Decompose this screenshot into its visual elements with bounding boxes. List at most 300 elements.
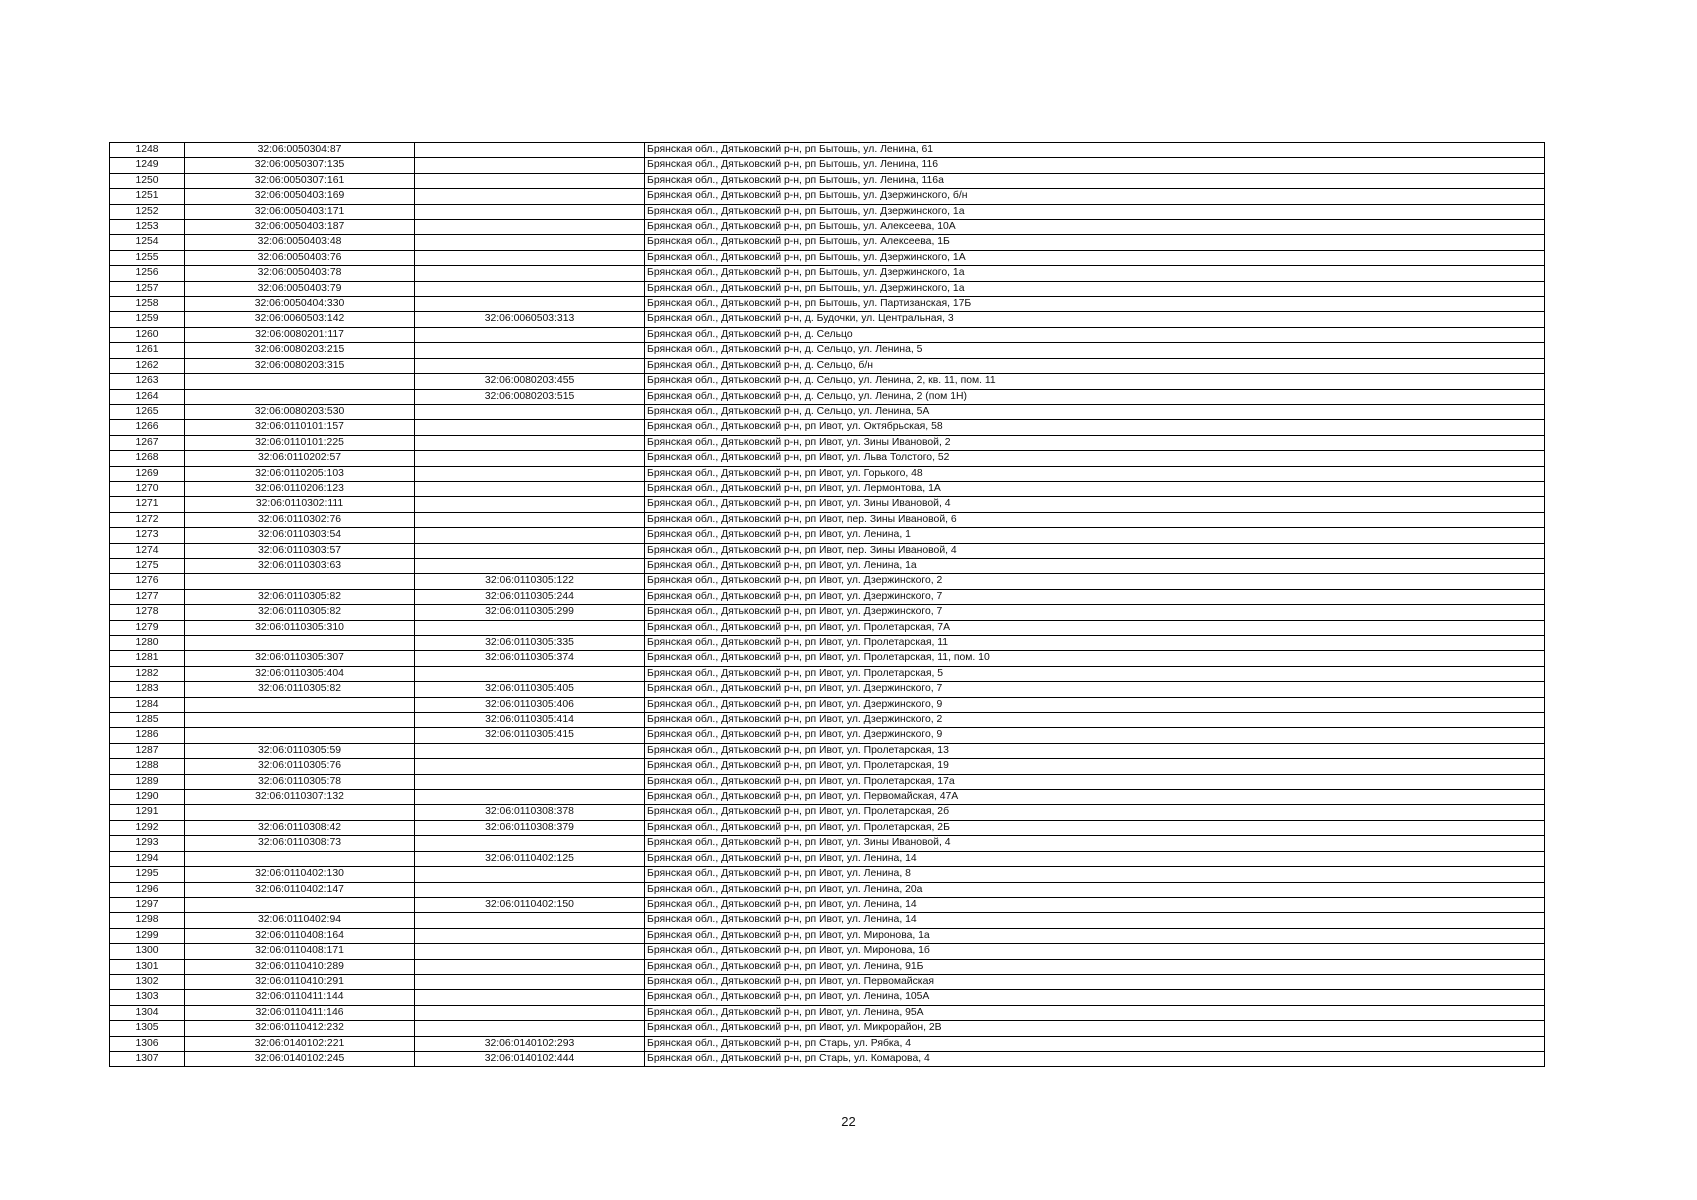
cadastral-number-object [415, 944, 645, 959]
table-row [110, 713, 1545, 728]
cadastral-number-object [415, 959, 645, 974]
cadastral-number-object [415, 189, 645, 204]
cadastral-number-object [415, 1021, 645, 1036]
table-row [110, 990, 1545, 1005]
cadastral-number-object: 32:06:0110305:415 [415, 728, 645, 743]
cadastral-number-land: 32:06:0050403:171 [185, 204, 415, 219]
row-number: 1299 [110, 928, 185, 943]
cadastral-number-object [415, 204, 645, 219]
address: Брянская обл., Дятьковский р-н, рп Ивот, ул. Дзержинского, 9 [645, 697, 1545, 712]
cadastral-number-land: 32:06:0110408:171 [185, 944, 415, 959]
row-number: 1289 [110, 774, 185, 789]
cadastral-number-land: 32:06:0050403:76 [185, 250, 415, 265]
row-number: 1295 [110, 867, 185, 882]
address: Брянская обл., Дятьковский р-н, д. Сельцо, ул. Ленина, 2, кв. 11, пом. 11 [645, 374, 1545, 389]
row-number: 1280 [110, 636, 185, 651]
cadastral-number-land: 32:06:0110303:54 [185, 528, 415, 543]
address: Брянская обл., Дятьковский р-н, д. Будочки, ул. Центральная, 3 [645, 312, 1545, 327]
cadastral-number-object: 32:06:0080203:455 [415, 374, 645, 389]
row-number: 1257 [110, 281, 185, 296]
table-row [110, 1005, 1545, 1020]
table-row [110, 682, 1545, 697]
cadastral-number-land [185, 389, 415, 404]
address: Брянская обл., Дятьковский р-н, рп Ивот, ул. Зины Ивановой, 4 [645, 836, 1545, 851]
cadastral-number-object [415, 913, 645, 928]
address: Брянская обл., Дятьковский р-н, рп Ивот, ул. Ленина, 14 [645, 897, 1545, 912]
cadastral-number-land [185, 374, 415, 389]
row-number: 1269 [110, 466, 185, 481]
table-row [110, 158, 1545, 173]
table-row [110, 235, 1545, 250]
cadastral-number-land: 32:06:0110412:232 [185, 1021, 415, 1036]
table-row [110, 173, 1545, 188]
table-row [110, 1051, 1545, 1066]
cadastral-number-object: 32:06:0110308:378 [415, 805, 645, 820]
table-row [110, 743, 1545, 758]
row-number: 1261 [110, 343, 185, 358]
address: Брянская обл., Дятьковский р-н, рп Ивот, ул. Пролетарская, 2Б [645, 820, 1545, 835]
address: Брянская обл., Дятьковский р-н, рп Ивот, ул. Ленина, 14 [645, 913, 1545, 928]
cadastral-number-land: 32:06:0110410:289 [185, 959, 415, 974]
cadastral-number-object: 32:06:0080203:515 [415, 389, 645, 404]
cadastral-number-land: 32:06:0110305:82 [185, 682, 415, 697]
address: Брянская обл., Дятьковский р-н, рп Ивот, ул. Миронова, 1б [645, 944, 1545, 959]
table-row [110, 974, 1545, 989]
cadastral-number-land: 32:06:0110307:132 [185, 790, 415, 805]
table-row [110, 420, 1545, 435]
cadastral-number-object [415, 404, 645, 419]
cadastral-number-land [185, 897, 415, 912]
cadastral-number-land: 32:06:0050403:48 [185, 235, 415, 250]
address: Брянская обл., Дятьковский р-н, рп Ивот, ул. Дзержинского, 2 [645, 713, 1545, 728]
cadastral-number-land: 32:06:0110101:157 [185, 420, 415, 435]
cadastral-number-object [415, 250, 645, 265]
address: Брянская обл., Дятьковский р-н, рп Ивот, ул. Зины Ивановой, 4 [645, 497, 1545, 512]
cadastral-number-object: 32:06:0110305:335 [415, 636, 645, 651]
row-number: 1260 [110, 327, 185, 342]
address: Брянская обл., Дятьковский р-н, рп Ивот, ул. Ленина, 105А [645, 990, 1545, 1005]
row-number: 1272 [110, 512, 185, 527]
address: Брянская обл., Дятьковский р-н, рп Бытошь, ул. Дзержинского, 1а [645, 204, 1545, 219]
address: Брянская обл., Дятьковский р-н, рп Ивот, ул. Пролетарская, 5 [645, 666, 1545, 681]
cadastral-number-object [415, 143, 645, 158]
address: Брянская обл., Дятьковский р-н, рп Ивот, ул. Ленина, 91Б [645, 959, 1545, 974]
table-row [110, 666, 1545, 681]
cadastral-number-land: 32:06:0140102:221 [185, 1036, 415, 1051]
table-row [110, 589, 1545, 604]
table-row [110, 944, 1545, 959]
table-row [110, 266, 1545, 281]
table-row [110, 250, 1545, 265]
table-row [110, 220, 1545, 235]
row-number: 1291 [110, 805, 185, 820]
row-number: 1256 [110, 266, 185, 281]
cadastral-number-land: 32:06:0110303:57 [185, 543, 415, 558]
table-row [110, 204, 1545, 219]
table-row [110, 897, 1545, 912]
cadastral-number-land: 32:06:0050403:169 [185, 189, 415, 204]
address: Брянская обл., Дятьковский р-н, рп Ивот, пер. Зины Ивановой, 6 [645, 512, 1545, 527]
cadastral-number-object [415, 297, 645, 312]
cadastral-number-land [185, 574, 415, 589]
cadastral-number-object: 32:06:0140102:444 [415, 1051, 645, 1066]
cadastral-number-land: 32:06:0060503:142 [185, 312, 415, 327]
row-number: 1275 [110, 558, 185, 573]
cadastral-number-object [415, 435, 645, 450]
cadastral-number-object [415, 558, 645, 573]
row-number: 1277 [110, 589, 185, 604]
row-number: 1293 [110, 836, 185, 851]
table-row [110, 620, 1545, 635]
row-number: 1286 [110, 728, 185, 743]
row-number: 1252 [110, 204, 185, 219]
cadastral-number-object: 32:06:0110305:122 [415, 574, 645, 589]
cadastral-number-land: 32:06:0110402:94 [185, 913, 415, 928]
cadastral-number-land: 32:06:0110305:310 [185, 620, 415, 635]
address: Брянская обл., Дятьковский р-н, рп Ивот, ул. Микрорайон, 2В [645, 1021, 1545, 1036]
address: Брянская обл., Дятьковский р-н, рп Старь, ул. Комарова, 4 [645, 1051, 1545, 1066]
cadastral-number-land: 32:06:0110411:144 [185, 990, 415, 1005]
table-row [110, 790, 1545, 805]
row-number: 1262 [110, 358, 185, 373]
row-number: 1302 [110, 974, 185, 989]
cadastral-number-land: 32:06:0110202:57 [185, 451, 415, 466]
row-number: 1254 [110, 235, 185, 250]
cadastral-number-object [415, 512, 645, 527]
cadastral-number-object: 32:06:0110305:244 [415, 589, 645, 604]
row-number: 1278 [110, 605, 185, 620]
cadastral-number-land: 32:06:0110402:130 [185, 867, 415, 882]
address: Брянская обл., Дятьковский р-н, рп Ивот, ул. Дзержинского, 9 [645, 728, 1545, 743]
address: Брянская обл., Дятьковский р-н, рп Бытошь, ул. Ленина, 61 [645, 143, 1545, 158]
table-row [110, 543, 1545, 558]
row-number: 1266 [110, 420, 185, 435]
table-row [110, 189, 1545, 204]
address: Брянская обл., Дятьковский р-н, рп Ивот, ул. Пролетарская, 13 [645, 743, 1545, 758]
cadastral-number-land: 32:06:0050307:135 [185, 158, 415, 173]
row-number: 1306 [110, 1036, 185, 1051]
table-row [110, 820, 1545, 835]
row-number: 1279 [110, 620, 185, 635]
row-number: 1276 [110, 574, 185, 589]
cadastral-number-land: 32:06:0140102:245 [185, 1051, 415, 1066]
table-row [110, 605, 1545, 620]
cadastral-number-land: 32:06:0110206:123 [185, 481, 415, 496]
cadastral-number-land: 32:06:0080203:530 [185, 404, 415, 419]
address: Брянская обл., Дятьковский р-н, рп Ивот, ул. Лермонтова, 1А [645, 481, 1545, 496]
cadastral-number-object [415, 497, 645, 512]
cadastral-number-land: 32:06:0050404:330 [185, 297, 415, 312]
table-row [110, 1021, 1545, 1036]
cadastral-number-object [415, 158, 645, 173]
row-number: 1290 [110, 790, 185, 805]
row-number: 1296 [110, 882, 185, 897]
address: Брянская обл., Дятьковский р-н, рп Ивот, ул. Зины Ивановой, 2 [645, 435, 1545, 450]
row-number: 1265 [110, 404, 185, 419]
cadastral-number-object [415, 882, 645, 897]
cadastral-number-object [415, 790, 645, 805]
address: Брянская обл., Дятьковский р-н, рп Старь, ул. Рябка, 4 [645, 1036, 1545, 1051]
row-number: 1250 [110, 173, 185, 188]
row-number: 1283 [110, 682, 185, 697]
cadastral-number-object [415, 1005, 645, 1020]
row-number: 1305 [110, 1021, 185, 1036]
cadastral-number-object [415, 528, 645, 543]
cadastral-number-object: 32:06:0140102:293 [415, 1036, 645, 1051]
cadastral-number-land [185, 851, 415, 866]
cadastral-number-object [415, 990, 645, 1005]
cadastral-number-object [415, 343, 645, 358]
table-row [110, 774, 1545, 789]
cadastral-number-object: 32:06:0060503:313 [415, 312, 645, 327]
address: Брянская обл., Дятьковский р-н, рп Ивот, ул. Пролетарская, 11 [645, 636, 1545, 651]
row-number: 1298 [110, 913, 185, 928]
cadastral-register-table [109, 142, 1545, 1067]
row-number: 1258 [110, 297, 185, 312]
address: Брянская обл., Дятьковский р-н, рп Ивот, ул. Дзержинского, 7 [645, 589, 1545, 604]
address: Брянская обл., Дятьковский р-н, рп Ивот, ул. Первомайская [645, 974, 1545, 989]
table-row [110, 836, 1545, 851]
row-number: 1271 [110, 497, 185, 512]
address: Брянская обл., Дятьковский р-н, рп Ивот, ул. Пролетарская, 17а [645, 774, 1545, 789]
cadastral-number-land: 32:06:0050307:161 [185, 173, 415, 188]
cadastral-number-object [415, 173, 645, 188]
cadastral-number-land: 32:06:0110308:73 [185, 836, 415, 851]
cadastral-number-object: 32:06:0110402:125 [415, 851, 645, 866]
document-page [109, 142, 1545, 1067]
cadastral-number-object [415, 220, 645, 235]
row-number: 1304 [110, 1005, 185, 1020]
address: Брянская обл., Дятьковский р-н, рп Бытошь, ул. Партизанская, 17Б [645, 297, 1545, 312]
row-number: 1284 [110, 697, 185, 712]
table-row [110, 851, 1545, 866]
row-number: 1249 [110, 158, 185, 173]
cadastral-number-land: 32:06:0110303:63 [185, 558, 415, 573]
row-number: 1285 [110, 713, 185, 728]
table-row [110, 297, 1545, 312]
table-row [110, 959, 1545, 974]
cadastral-number-object [415, 774, 645, 789]
cadastral-number-object: 32:06:0110305:406 [415, 697, 645, 712]
address: Брянская обл., Дятьковский р-н, рп Бытошь, ул. Дзержинского, 1а [645, 266, 1545, 281]
row-number: 1270 [110, 481, 185, 496]
row-number: 1281 [110, 651, 185, 666]
row-number: 1301 [110, 959, 185, 974]
row-number: 1307 [110, 1051, 185, 1066]
address: Брянская обл., Дятьковский р-н, рп Ивот, ул. Пролетарская, 11, пом. 10 [645, 651, 1545, 666]
cadastral-number-land: 32:06:0050304:87 [185, 143, 415, 158]
cadastral-number-land: 32:06:0110205:103 [185, 466, 415, 481]
cadastral-number-land: 32:06:0080203:315 [185, 358, 415, 373]
cadastral-number-object: 32:06:0110308:379 [415, 820, 645, 835]
row-number: 1264 [110, 389, 185, 404]
cadastral-number-land: 32:06:0080203:215 [185, 343, 415, 358]
table-row [110, 805, 1545, 820]
row-number: 1259 [110, 312, 185, 327]
cadastral-number-land: 32:06:0110101:225 [185, 435, 415, 450]
page-number: 22 [841, 1114, 856, 1129]
cadastral-number-land: 32:06:0110308:42 [185, 820, 415, 835]
cadastral-number-land [185, 713, 415, 728]
cadastral-number-object [415, 327, 645, 342]
row-number: 1253 [110, 220, 185, 235]
row-number: 1248 [110, 143, 185, 158]
row-number: 1300 [110, 944, 185, 959]
table-row [110, 389, 1545, 404]
cadastral-number-land [185, 636, 415, 651]
address: Брянская обл., Дятьковский р-н, рп Бытошь, ул. Алексеева, 1Б [645, 235, 1545, 250]
cadastral-number-land: 32:06:0110302:76 [185, 512, 415, 527]
row-number: 1268 [110, 451, 185, 466]
address: Брянская обл., Дятьковский р-н, рп Бытошь, ул. Алексеева, 10А [645, 220, 1545, 235]
table-row [110, 913, 1545, 928]
address: Брянская обл., Дятьковский р-н, рп Ивот, ул. Дзержинского, 2 [645, 574, 1545, 589]
table-row [110, 697, 1545, 712]
cadastral-number-land: 32:06:0110305:82 [185, 589, 415, 604]
cadastral-number-land: 32:06:0110305:307 [185, 651, 415, 666]
cadastral-number-land: 32:06:0050403:79 [185, 281, 415, 296]
row-number: 1288 [110, 759, 185, 774]
table-row [110, 636, 1545, 651]
row-number: 1294 [110, 851, 185, 866]
table-row [110, 867, 1545, 882]
address: Брянская обл., Дятьковский р-н, д. Сельцо, ул. Ленина, 5 [645, 343, 1545, 358]
table-row [110, 1036, 1545, 1051]
address: Брянская обл., Дятьковский р-н, рп Ивот, ул. Ленина, 95А [645, 1005, 1545, 1020]
table-row [110, 312, 1545, 327]
table-row [110, 528, 1545, 543]
row-number: 1255 [110, 250, 185, 265]
table-row [110, 404, 1545, 419]
table-row [110, 358, 1545, 373]
address: Брянская обл., Дятьковский р-н, рп Бытошь, ул. Дзержинского, 1а [645, 281, 1545, 296]
cadastral-number-object [415, 451, 645, 466]
row-number: 1274 [110, 543, 185, 558]
address: Брянская обл., Дятьковский р-н, рп Ивот, ул. Дзержинского, 7 [645, 682, 1545, 697]
cadastral-number-object [415, 420, 645, 435]
row-number: 1292 [110, 820, 185, 835]
table-row [110, 343, 1545, 358]
table-row [110, 558, 1545, 573]
cadastral-number-object [415, 759, 645, 774]
cadastral-number-land: 32:06:0110302:111 [185, 497, 415, 512]
address: Брянская обл., Дятьковский р-н, рп Ивот, ул. Дзержинского, 7 [645, 605, 1545, 620]
cadastral-number-object [415, 867, 645, 882]
cadastral-number-land: 32:06:0110305:78 [185, 774, 415, 789]
table-row [110, 882, 1545, 897]
cadastral-number-object [415, 666, 645, 681]
cadastral-number-object [415, 281, 645, 296]
table-row [110, 466, 1545, 481]
address: Брянская обл., Дятьковский р-н, рп Ивот, ул. Ленина, 20а [645, 882, 1545, 897]
cadastral-number-object: 32:06:0110305:374 [415, 651, 645, 666]
address: Брянская обл., Дятьковский р-н, рп Бытошь, ул. Дзержинского, 1А [645, 250, 1545, 265]
table-row [110, 574, 1545, 589]
address: Брянская обл., Дятьковский р-н, рп Бытошь, ул. Дзержинского, б/н [645, 189, 1545, 204]
cadastral-number-land [185, 728, 415, 743]
address: Брянская обл., Дятьковский р-н, рп Бытошь, ул. Ленина, 116а [645, 173, 1545, 188]
address: Брянская обл., Дятьковский р-н, рп Ивот, ул. Первомайская, 47А [645, 790, 1545, 805]
cadastral-number-land: 32:06:0110305:76 [185, 759, 415, 774]
table-row [110, 143, 1545, 158]
table-row [110, 327, 1545, 342]
cadastral-number-object: 32:06:0110402:150 [415, 897, 645, 912]
table-body [110, 143, 1545, 1067]
cadastral-number-land: 32:06:0110305:59 [185, 743, 415, 758]
address: Брянская обл., Дятьковский р-н, рп Ивот, ул. Ленина, 1а [645, 558, 1545, 573]
address: Брянская обл., Дятьковский р-н, д. Сельцо, б/н [645, 358, 1545, 373]
cadastral-number-object [415, 928, 645, 943]
address: Брянская обл., Дятьковский р-н, рп Ивот, ул. Горького, 48 [645, 466, 1545, 481]
table-row [110, 497, 1545, 512]
cadastral-number-object [415, 466, 645, 481]
cadastral-number-land: 32:06:0110408:164 [185, 928, 415, 943]
row-number: 1282 [110, 666, 185, 681]
address: Брянская обл., Дятьковский р-н, рп Ивот, ул. Ленина, 8 [645, 867, 1545, 882]
cadastral-number-object [415, 543, 645, 558]
table-row [110, 928, 1545, 943]
row-number: 1273 [110, 528, 185, 543]
cadastral-number-land [185, 805, 415, 820]
cadastral-number-land: 32:06:0080201:117 [185, 327, 415, 342]
address: Брянская обл., Дятьковский р-н, рп Ивот, ул. Льва Толстого, 52 [645, 451, 1545, 466]
table-row [110, 728, 1545, 743]
cadastral-number-object: 32:06:0110305:414 [415, 713, 645, 728]
row-number: 1267 [110, 435, 185, 450]
table-row [110, 374, 1545, 389]
cadastral-number-object: 32:06:0110305:299 [415, 605, 645, 620]
row-number: 1251 [110, 189, 185, 204]
address: Брянская обл., Дятьковский р-н, рп Ивот, ул. Пролетарская, 2б [645, 805, 1545, 820]
address: Брянская обл., Дятьковский р-н, рп Ивот, ул. Ленина, 1 [645, 528, 1545, 543]
table-row [110, 481, 1545, 496]
cadastral-number-object [415, 266, 645, 281]
table-row [110, 759, 1545, 774]
cadastral-number-object [415, 974, 645, 989]
table-row [110, 512, 1545, 527]
address: Брянская обл., Дятьковский р-н, рп Ивот, ул. Ленина, 14 [645, 851, 1545, 866]
cadastral-number-object [415, 620, 645, 635]
cadastral-number-object [415, 743, 645, 758]
table-row [110, 281, 1545, 296]
table-row [110, 451, 1545, 466]
address: Брянская обл., Дятьковский р-н, д. Сельцо, ул. Ленина, 2 (пом 1Н) [645, 389, 1545, 404]
cadastral-number-object [415, 481, 645, 496]
table-row [110, 651, 1545, 666]
table-row [110, 435, 1545, 450]
cadastral-number-land: 32:06:0110305:82 [185, 605, 415, 620]
cadastral-number-object [415, 235, 645, 250]
address: Брянская обл., Дятьковский р-н, рп Ивот, ул. Пролетарская, 19 [645, 759, 1545, 774]
cadastral-number-land [185, 697, 415, 712]
address: Брянская обл., Дятьковский р-н, д. Сельцо, ул. Ленина, 5А [645, 404, 1545, 419]
address: Брянская обл., Дятьковский р-н, рп Ивот, пер. Зины Ивановой, 4 [645, 543, 1545, 558]
cadastral-number-object [415, 836, 645, 851]
cadastral-number-object [415, 358, 645, 373]
address: Брянская обл., Дятьковский р-н, д. Сельцо [645, 327, 1545, 342]
cadastral-number-land: 32:06:0110402:147 [185, 882, 415, 897]
row-number: 1287 [110, 743, 185, 758]
cadastral-number-land: 32:06:0050403:78 [185, 266, 415, 281]
cadastral-number-object: 32:06:0110305:405 [415, 682, 645, 697]
cadastral-number-land: 32:06:0110305:404 [185, 666, 415, 681]
address: Брянская обл., Дятьковский р-н, рп Бытошь, ул. Ленина, 116 [645, 158, 1545, 173]
address: Брянская обл., Дятьковский р-н, рп Ивот, ул. Пролетарская, 7А [645, 620, 1545, 635]
address: Брянская обл., Дятьковский р-н, рп Ивот, ул. Октябрьская, 58 [645, 420, 1545, 435]
row-number: 1263 [110, 374, 185, 389]
cadastral-number-land: 32:06:0050403:187 [185, 220, 415, 235]
address: Брянская обл., Дятьковский р-н, рп Ивот, ул. Миронова, 1а [645, 928, 1545, 943]
